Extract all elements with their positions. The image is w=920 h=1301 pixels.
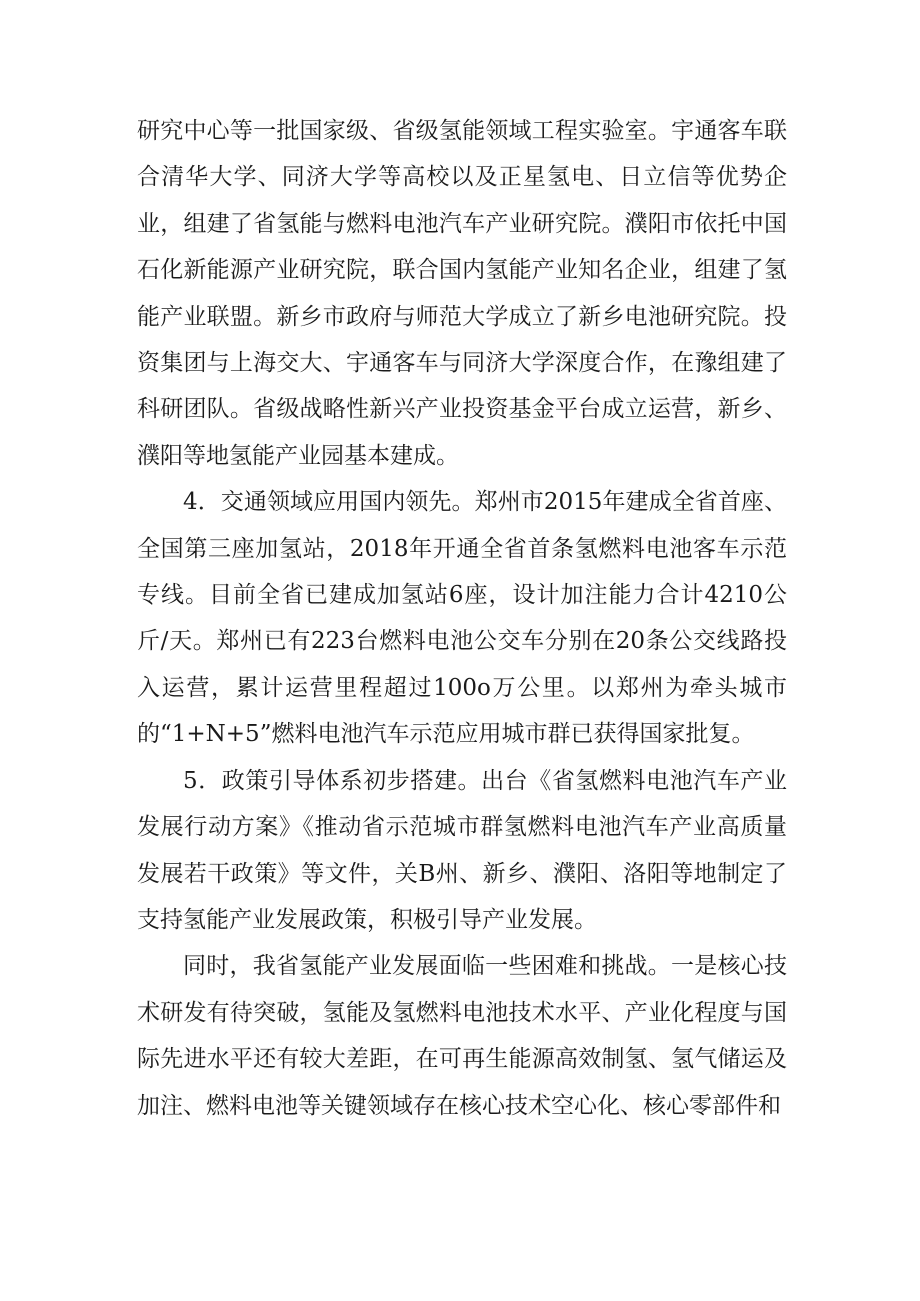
paragraph-challenges: 同时，我省氢能产业发展面临一些困难和挑战。一是核心技术研发有待突破，氢能及氢燃料电池技术水平、产业化程度与国际先进水平还有较大差距，在可再生能源高效制氢、氢气储运及加注、燃料电池等关键领域存在核心技术空心化、核心零部件和: [137, 953, 787, 1119]
document-body: [137, 108, 787, 1129]
paragraph-policy-system: 5．政策引导体系初步搭建。出台《省氢燃料电池汽车产业发展行动方案》《推动省示范城市群氢燃料电池汽车产业高质量发展若干政策》等文件，关B州、新乡、濮阳、洛阳等地制定了支持氢能产业发展政策，积极引导产业发展。: [137, 767, 787, 933]
paragraph-research-centers: 研究中心等一批国家级、省级氢能领域工程实验室。宇通客车联合清华大学、同济大学等高校以及正星氢电、日立信等优势企业，组建了省氢能与燃料电池汽车产业研究院。濮阳市依托中国石化新能源产业研究院，联合国内氢能产业知名企业，组建了氢能产业联盟。新乡市政府与师范大学成立了新乡电池研究院。投资集团与上海交大、宇通客车与同济大学深度合作，在豫组建了科研团队。省级战略性新兴产业投资基金平台成立运营，新乡、濮阳等地氢能产业园基本建成。: [137, 118, 787, 469]
paragraph-transport-application: 4．交通领域应用国内领先。郑州市2015年建成全省首座、全国第三座加氢站，2018年开通全省首条氢燃料电池客车示范专线。目前全省已建成加氢站6座，设计加注能力合计4210公斤/天。郑州已有223台燃料电池公交车分别在20条公交线路投入运营，累计运营里程超过100o万公里。以郑州为牵头城市的“1+N+5”燃料电池汽车示范应用城市群已获得国家批复。: [137, 489, 787, 748]
